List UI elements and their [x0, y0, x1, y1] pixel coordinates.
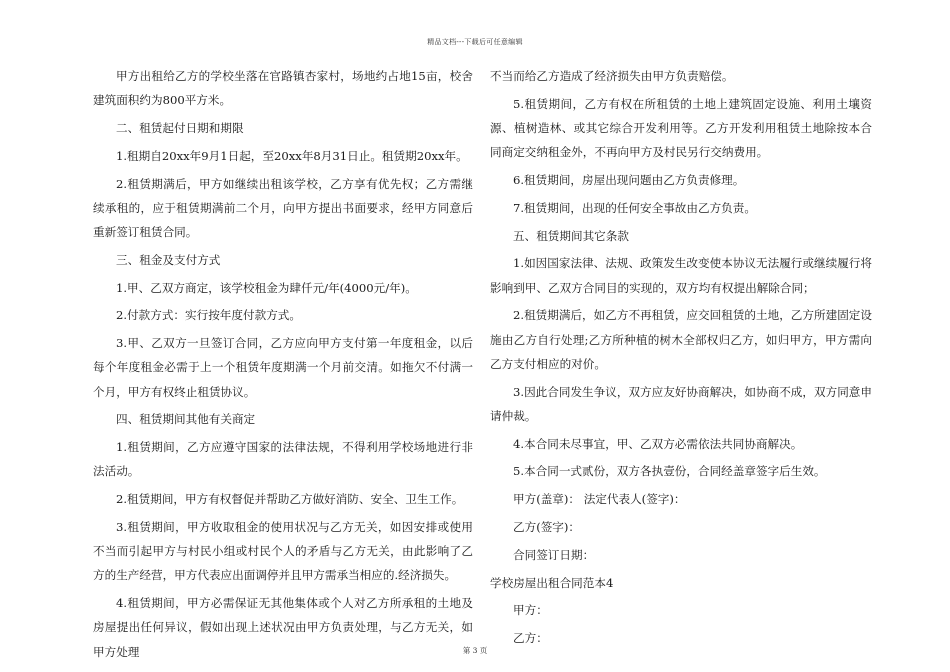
paragraph: 甲方出租给乙方的学校坐落在官路镇杏家村，场地约占地15亩，校舍建筑面积约为800平方米。: [93, 69, 473, 108]
left-column: [93, 64, 473, 667]
right-column: [490, 64, 872, 654]
section-heading: 四、租赁期间其他有关商定: [116, 412, 256, 427]
paragraph: 5.租赁期间，乙方有权在所租赁的土地上建筑固定设施、利用土壤资源、植树造林、或其它综合开发利用等。乙方开发利用租赁土地除按本合同商定交纳租金外，不再向甲方及村民另行交纳费用。: [490, 96, 872, 160]
signing-date-line: 合同签订日期：: [513, 547, 595, 562]
signature-line-party-a: 甲方(盖章)： 法定代表人(签字)：: [513, 492, 686, 507]
section-heading: 三、租金及支付方式: [116, 252, 221, 267]
paragraph: 2.租赁期间，甲方有权督促并帮助乙方做好消防、安全、卫生工作。: [116, 492, 464, 507]
paragraph: 3.甲、乙双方一旦签订合同，乙方应向甲方支付第一年度租金，以后每个年度租金必需于上一个租赁年度期满一个月前交清。如拖欠不付满一个月，甲方有权终止租赁协议。: [93, 336, 473, 399]
paragraph: 2.付款方式：实行按年度付款方式。: [116, 308, 301, 323]
paragraph: 7.租赁期间，出现的任何安全事故由乙方负责。: [513, 200, 756, 215]
paragraph: 2.租赁期满后，如乙方不再租赁，应交回租赁的土地，乙方所建固定设施由乙方自行处理;乙方所种植的树木全部权归乙方，如归甲方，甲方需向乙方支付相应的对价。: [490, 308, 872, 371]
section-heading: 二、租赁起付日期和期限: [116, 121, 244, 135]
paragraph: 4.本合同未尽事宜，甲、乙双方必需依法共同协商解决。: [513, 436, 803, 451]
document-title: 学校房屋出租合同范本4: [490, 575, 614, 590]
paragraph: 1.租赁期间，乙方应遵守国家的法律法规，不得利用学校场地进行非法活动。: [93, 440, 473, 479]
paragraph: 5.本合同一式贰份，双方各执壹份，合同经盖章签字后生效。: [513, 464, 826, 479]
party-b-line: 乙方：: [513, 631, 548, 646]
page-header: 精品文档---下载后可任意编辑: [427, 38, 523, 46]
paragraph: 2.租赁期满后，甲方如继续出租该学校，乙方享有优先权；乙方需继续承租的，应于租赁期满前二个月，向甲方提出书面要求，经甲方同意后重新签订租赁合同。: [93, 176, 473, 239]
paragraph: 3.租赁期间，甲方收取租金的使用状况与乙方无关，如因安排或使用不当而引起甲方与村民小组或村民个人的矛盾与乙方无关，由此影响了乙方的生产经营，甲方代表应出面调停并且甲方需承当相应的.经济损失。: [93, 519, 473, 583]
paragraph-continuation: 不当而给乙方造成了经济损失由甲方负责赔偿。: [490, 69, 734, 83]
signature-line-party-b: 乙方(签字)：: [513, 519, 581, 534]
section-heading: 五、租赁期间其它条款: [513, 228, 629, 243]
paragraph: 1.如因国家法律、法规、政策发生改变使本协议无法履行或继续履行将影响到甲、乙双方合同目的实现的，双方均有权提出解除合同；: [490, 256, 872, 295]
paragraph: 4.租赁期间，甲方必需保证无其他集体或个人对乙方所承租的土地及房屋提出任何异议，假如出现上述状况由甲方负责处理，与乙方无关，如甲方处理: [93, 596, 473, 659]
party-a-line: 甲方：: [513, 603, 548, 618]
paragraph: 6.租赁期间，房屋出现问题由乙方负责修理。: [513, 173, 745, 187]
page-number: 第 3 页: [462, 646, 488, 655]
paragraph: 3.因此合同发生争议，双方应友好协商解决，如协商不成，双方同意申请仲裁。: [490, 384, 872, 423]
paragraph: 1.甲、乙双方商定，该学校租金为肆仟元/年(4000元/年)。: [116, 280, 417, 295]
paragraph: 1.租期自20xx年9月1日起，至20xx年8月31日止。租赁期20xx年。: [116, 148, 468, 163]
